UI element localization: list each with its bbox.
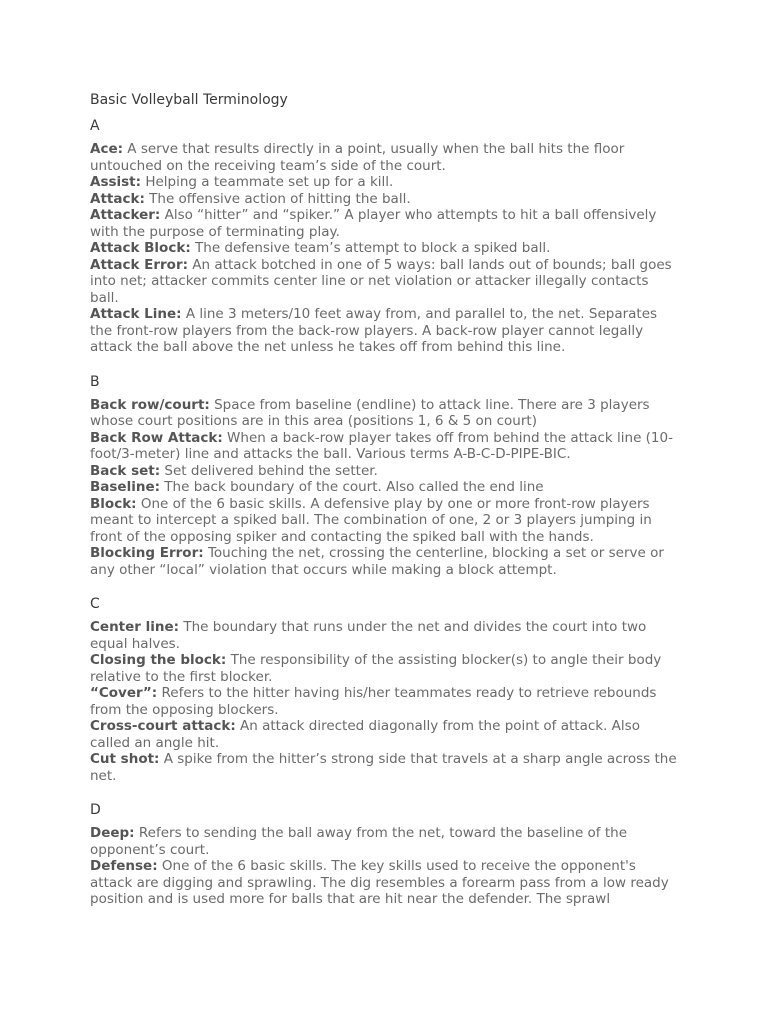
term-entry (90, 825, 680, 858)
section-a (90, 116, 680, 356)
section-b (90, 372, 680, 579)
section-d (90, 800, 680, 908)
term-name: Cut shot: (90, 751, 160, 767)
term-name: Attacker: (90, 207, 161, 223)
document-title: Basic Volleyball Terminology (90, 92, 288, 108)
term-entry (90, 685, 680, 718)
term-entry (90, 207, 680, 240)
term-entry (90, 174, 680, 191)
term-entry (90, 306, 680, 356)
term-name: Back set: (90, 462, 161, 479)
term-name: Cross-court attack: (90, 718, 236, 734)
term-name: Blocking Error: (90, 545, 204, 561)
term-name: Deep: (90, 825, 135, 841)
term-definition: The defensive team’s attempt to block a spiked ball. (190, 240, 551, 256)
term-name: Assist: (90, 174, 142, 190)
term-entry (90, 257, 680, 307)
section-letter: B (90, 373, 100, 390)
term-definition: Refers to sending the ball away from the net, toward the baseline of the opponent’s court. (90, 825, 627, 858)
term-definition: A line 3 meters/10 feet away from, and parallel to, the net. Separates the front-row players from the back-row players. A back-row player cannot legally attack the ball above the net unless he takes off from behind this line. (90, 306, 658, 355)
section-c (90, 594, 680, 784)
term-name: Attack: (90, 190, 145, 207)
term-name: Baseline: (90, 479, 161, 495)
term-entry (90, 858, 680, 908)
term-entry (90, 545, 680, 578)
term-entry (90, 751, 680, 784)
term-definition: Also “hitter” and “spiker.” A player who attempts to hit a ball offensively with the purpose of terminating play. (90, 207, 657, 240)
term-definition: Space from baseline (endline) to attack line. There are 3 players whose court positions are in this area (positions 1, 6 & 5 on court) (90, 396, 650, 429)
term-name: Center line: (90, 619, 180, 635)
term-definition: The responsibility of the assisting blocker(s) to angle their body relative to the first blocker. (90, 652, 662, 685)
term-definition: Refers to the hitter having his/her teammates ready to retrieve rebounds from the opposing blockers. (90, 685, 657, 718)
section-spacer (90, 578, 680, 594)
term-entry (90, 430, 680, 463)
section-spacer (90, 784, 680, 800)
term-definition: Helping a teammate set up for a kill. (141, 174, 394, 190)
term-definition: When a back-row player takes off from behind the attack line (10-foot/3-meter) line and attacks the ball. Various terms A-B-C-D-PIPE-BIC. (90, 429, 673, 462)
section-letter: D (90, 802, 101, 818)
term-definition: Set delivered behind the setter. (160, 462, 378, 479)
term-entry (90, 479, 680, 496)
term-definition: An attack directed diagonally from the point of attack. Also called an angle hit. (90, 718, 640, 751)
term-definition: A spike from the hitter’s strong side that travels at a sharp angle across the net. (90, 751, 677, 784)
term-definition: The boundary that runs under the net and divides the court into two equal halves. (90, 619, 647, 652)
term-name: Attack Error: (90, 256, 189, 273)
section-letter: C (90, 596, 100, 612)
term-entry (90, 652, 680, 685)
section-spacer (90, 356, 680, 372)
term-definition: One of the 6 basic skills. The key skills used to receive the opponent's attack are digging and sprawling. The dig resembles a forearm pass from a low ready position and is used more for balls that are hit near the defender. The sprawl (90, 858, 669, 907)
document-page (90, 90, 680, 908)
term-name: Back Row Attack: (90, 429, 223, 446)
term-definition: The back boundary of the court. Also called the end line (160, 479, 544, 495)
term-entry (90, 141, 680, 174)
term-entry (90, 240, 680, 257)
term-entry (90, 496, 680, 546)
term-name: Closing the block: (90, 652, 227, 668)
term-entry (90, 619, 680, 652)
term-definition: A serve that results directly in a point, usually when the ball hits the floor untouched on the receiving team’s side of the court. (90, 141, 625, 174)
term-entry (90, 463, 680, 480)
term-definition: Touching the net, crossing the centerline, blocking a set or serve or any other “local” violation that occurs while making a block attempt. (90, 545, 664, 578)
term-name: Defense: (90, 858, 158, 874)
term-definition: An attack botched in one of 5 ways: ball lands out of bounds; ball goes into net; attacker commits center line or net violation or attacker illegally contacts ball. (90, 256, 672, 306)
term-name: Ace: (90, 141, 124, 157)
term-name: Attack Block: (90, 240, 191, 256)
term-definition: One of the 6 basic skills. A defensive play by one or more front-row players meant to intercept a spiked ball. The combination of one, 2 or 3 players jumping in front of the opposing spiker and contacting the spiked ball with the hands. (90, 495, 652, 545)
term-entry (90, 718, 680, 751)
term-definition: The offensive action of hitting the ball. (144, 190, 411, 207)
section-letter: A (90, 118, 100, 134)
term-entry (90, 191, 680, 208)
term-name: Block: (90, 495, 137, 512)
term-name: Back row/court: (90, 396, 210, 413)
term-name: Attack Line: (90, 306, 182, 322)
term-name: “Cover”: (90, 685, 158, 701)
term-entry (90, 397, 680, 430)
